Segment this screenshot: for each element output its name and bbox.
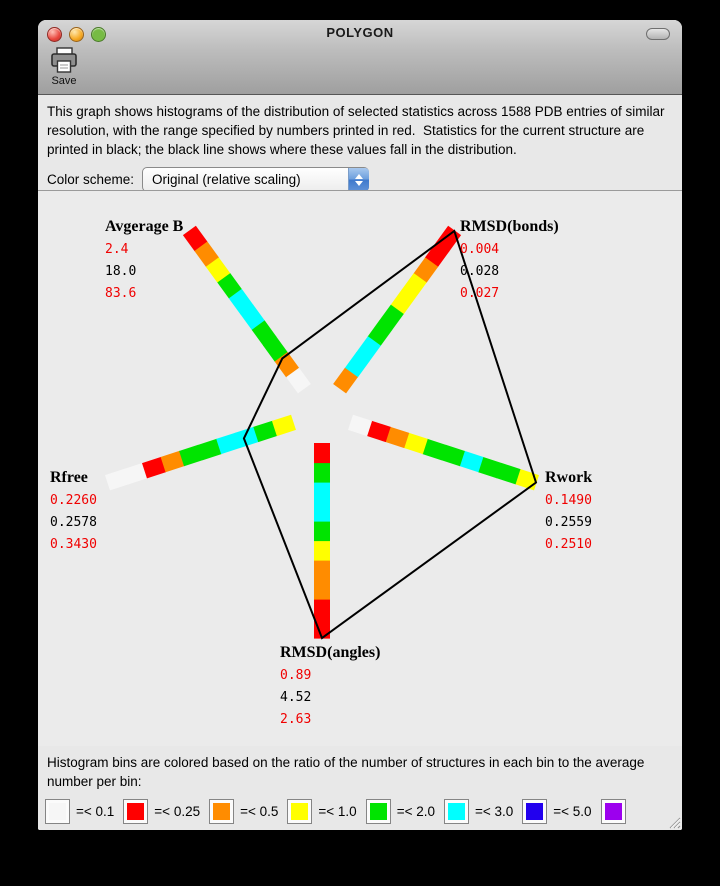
legend-swatch-cyan: [444, 799, 469, 824]
legend-label: =< 0.25: [154, 804, 201, 819]
save-button[interactable]: [44, 46, 84, 92]
legend-item-purple: [601, 799, 632, 824]
legend-label: =< 0.5: [240, 804, 279, 819]
axis-min-value: 0.1490: [545, 493, 592, 508]
legend-swatch-green: [366, 799, 391, 824]
legend-item-cyan: [444, 799, 513, 824]
legend-item-white: [45, 799, 114, 824]
titlebar[interactable]: [38, 20, 682, 46]
axis-min-value: 0.89: [280, 668, 312, 683]
axis-current-value: 0.2578: [50, 515, 97, 530]
legend-label: =< 2.0: [396, 804, 435, 819]
legend-swatch-orange: [209, 799, 234, 824]
dropdown-arrows-icon: [348, 168, 369, 191]
legend-swatch-yellow: [287, 799, 312, 824]
axis-current-value: 0.028: [460, 264, 500, 279]
save-button-label: Save: [51, 75, 77, 87]
legend-item-blue: [522, 799, 591, 824]
legend-item-yellow: [287, 799, 356, 824]
polygon-window: [38, 20, 682, 830]
axis-max-value: 2.63: [280, 712, 312, 727]
window-chrome: [38, 20, 682, 95]
axis-stats-rmsd-angles: [280, 644, 380, 731]
legend-item-red: [123, 799, 200, 824]
axis-stats-avgerage-b: [105, 218, 183, 305]
axis-statistics-layer: [38, 191, 682, 747]
resize-grip[interactable]: [667, 815, 681, 829]
legend-label: =< 0.1: [76, 804, 115, 819]
legend-swatch-red: [123, 799, 148, 824]
legend-item-orange: [209, 799, 278, 824]
legend-row: [45, 799, 682, 824]
axis-min-value: 0.004: [460, 242, 500, 257]
legend-label: =< 1.0: [318, 804, 357, 819]
axis-min-value: 0.2260: [50, 493, 97, 508]
legend-swatch-blue: [522, 799, 547, 824]
color-scheme-row: [47, 167, 673, 192]
axis-stats-rmsd-bonds: [460, 218, 559, 305]
axis-max-value: 0.027: [460, 286, 500, 301]
window-title: POLYGON: [326, 25, 394, 40]
color-scheme-selected-value: Original (relative scaling): [152, 172, 301, 187]
color-scheme-label: Color scheme:: [47, 172, 135, 187]
legend-label: =< 5.0: [553, 804, 592, 819]
axis-max-value: 83.6: [105, 286, 137, 301]
axis-min-value: 2.4: [105, 242, 129, 257]
axis-max-value: 0.3430: [50, 537, 97, 552]
axis-stats-rfree: [50, 469, 97, 556]
legend-swatch-purple: [601, 799, 626, 824]
axis-current-value: 4.52: [280, 690, 312, 705]
axis-label: RMSD(angles): [280, 644, 381, 661]
axis-current-value: 18.0: [105, 264, 137, 279]
save-printer-icon: [49, 47, 79, 75]
toolbar-toggle-pill[interactable]: [646, 28, 670, 40]
color-scheme-dropdown[interactable]: [142, 167, 369, 192]
axis-label: Avgerage B: [105, 218, 184, 235]
radar-plot-panel: [38, 190, 682, 748]
legend-description: Histogram bins are colored based on the ratio of the number of structures in each bin to the average number per bin:: [47, 755, 645, 789]
legend-swatch-white: [45, 799, 70, 824]
description-text: This graph shows histograms of the distribution of selected statistics across 1588 PDB entries of similar resolution, with the range specified by numbers printed in red. Statistics for the current structure are printed in black; the black line shows where these values fall in the distribution.: [47, 104, 669, 157]
axis-label: Rwork: [545, 469, 593, 486]
legend-item-green: [366, 799, 435, 824]
axis-label: RMSD(bonds): [460, 218, 559, 235]
axis-stats-rwork: [545, 469, 592, 556]
axis-label: Rfree: [50, 469, 88, 486]
axis-max-value: 0.2510: [545, 537, 592, 552]
axis-current-value: 0.2559: [545, 515, 592, 530]
legend-panel: [38, 746, 682, 830]
legend-label: =< 3.0: [474, 804, 514, 819]
toolbar: [38, 46, 682, 94]
